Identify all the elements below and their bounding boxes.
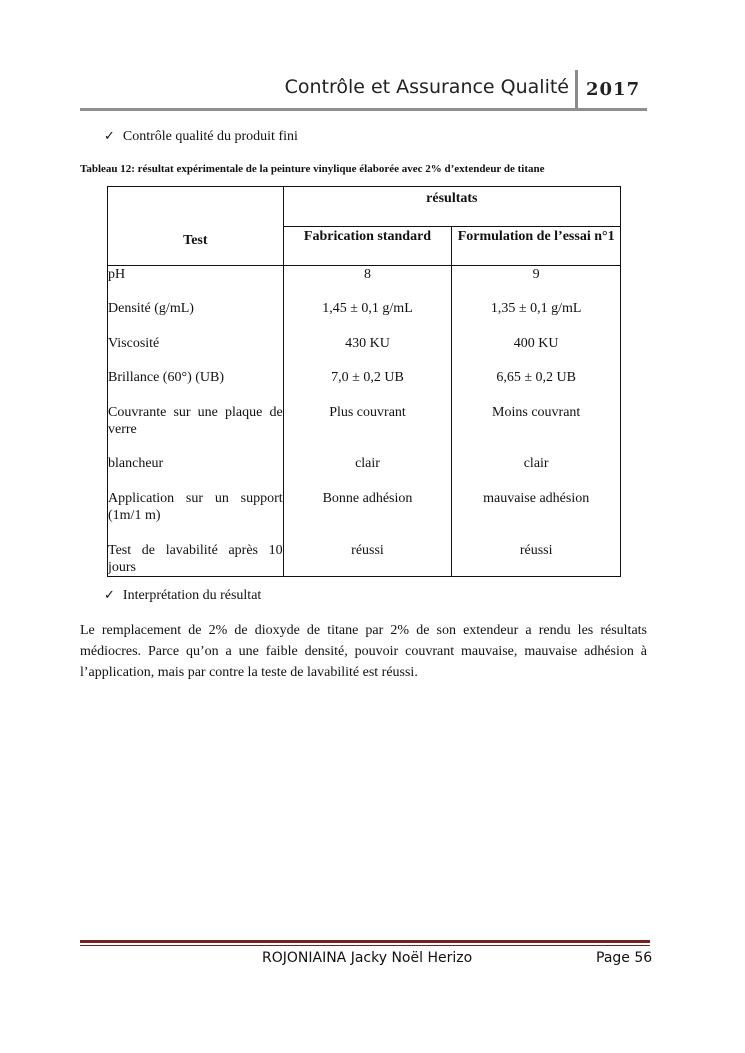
section-label: Interprétation du résultat	[122, 588, 262, 603]
header-test: Test	[108, 187, 284, 266]
interpretation-paragraph: Le remplacement de 2% de dioxyde de titane par 2% de son extendeur a rendu les résultats médiocres. Parce qu’on a une faible densité, pouvoir couvrant mauvaise, mauvaise adhésion à l’application, mais par contre la teste de lavabilité est réussi.	[80, 623, 647, 680]
standard-value: Plus couvrant	[329, 405, 406, 420]
standard-value: 7,0 ± 0,2 UB	[331, 370, 404, 385]
standard-column-cell	[283, 266, 452, 577]
table-caption: Tableau 12: résultat expérimentale de la peinture vinylique élaborée avec 2% d’extendeur de titane	[80, 163, 545, 175]
essai-value: Moins couvrant	[492, 405, 581, 420]
standard-value: Bonne adhésion	[322, 491, 413, 506]
header-title: Contrôle et Assurance Qualité	[284, 76, 569, 98]
test-name: Couvrante sur une plaque de verre	[108, 405, 283, 437]
section-controle-qualite	[104, 129, 298, 145]
essai-value: clair	[523, 456, 549, 471]
test-name: Densité (g/mL)	[108, 301, 194, 316]
footer-author: ROJONIAINA Jacky Noël Herizo	[262, 950, 473, 966]
header-resultats: résultats	[283, 187, 620, 227]
header-year: 2017	[586, 79, 641, 100]
essai-value: mauvaise adhésion	[483, 491, 590, 506]
test-name: pH	[108, 267, 126, 282]
test-name: Test de lavabilité après 10 jours	[108, 543, 283, 575]
header-formulation-essai: Formulation de l’essai n°1	[452, 227, 621, 266]
test-column-cell	[108, 266, 284, 577]
header-rule	[80, 108, 647, 111]
test-name: Application sur un support (1m/1 m)	[108, 491, 283, 523]
essai-value: 6,65 ± 0,2 UB	[496, 370, 576, 385]
header-fabrication-standard: Fabrication standard	[283, 227, 452, 266]
standard-value: clair	[355, 456, 380, 471]
section-label: Contrôle qualité du produit fini	[122, 129, 298, 144]
footer-rule	[80, 940, 650, 943]
essai-value: 400 KU	[513, 336, 559, 351]
essai-value: 9	[532, 267, 540, 282]
essai-value: 1,35 ± 0,1 g/mL	[490, 301, 582, 316]
header-separator	[575, 70, 578, 108]
standard-value: 430 KU	[345, 336, 390, 351]
essai-column-cell	[452, 266, 621, 577]
standard-value: réussi	[351, 543, 384, 558]
results-table	[107, 186, 621, 577]
check-icon: ✓	[104, 588, 115, 603]
page-number: Page 56	[596, 950, 653, 966]
test-name: blancheur	[108, 456, 164, 471]
test-name: Viscosité	[108, 336, 160, 351]
check-icon: ✓	[104, 129, 115, 144]
essai-value: réussi	[519, 543, 553, 558]
footer-rule-thin	[80, 945, 650, 946]
section-interpretation	[104, 588, 261, 604]
page-header	[80, 70, 647, 110]
test-name: Brillance (60°) (UB)	[108, 370, 225, 385]
standard-value: 1,45 ± 0,1 g/mL	[322, 301, 413, 316]
standard-value: 8	[364, 267, 371, 282]
